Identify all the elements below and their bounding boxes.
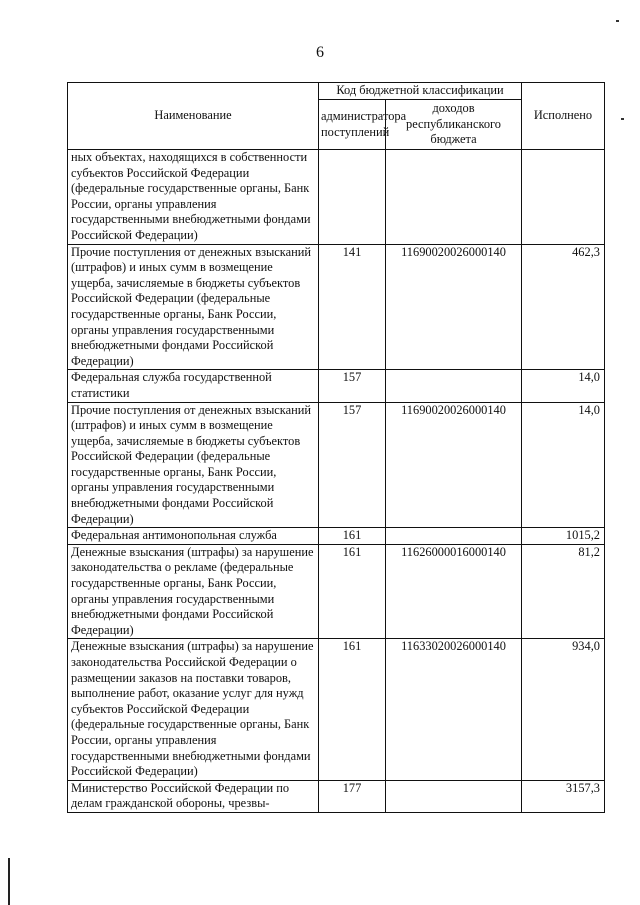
header-code-group: Код бюджетной классификации — [319, 83, 522, 100]
row-admin-code: 157 — [319, 370, 386, 402]
table-row — [68, 780, 605, 812]
row-name: Денежные взыскания (штрафы) за нарушение законодательства Российской Федерации о размещении заказов на поставки товаров, выполнение работ, оказание услуг для нужд субъектов Российской Федерации (федеральные государственные органы, Банк России, органы управления государственными внебюджетными фондами Российской Федерации) — [68, 639, 319, 780]
row-admin-code: 161 — [319, 544, 386, 639]
row-value: 462,3 — [522, 244, 605, 370]
row-income-code: 11633020026000140 — [386, 639, 522, 780]
budget-table — [67, 82, 605, 813]
page-number: 6 — [316, 44, 324, 61]
header-admin: администратора поступлений — [319, 100, 386, 150]
row-admin-code — [319, 150, 386, 245]
row-value: 1015,2 — [522, 528, 605, 545]
row-name: Денежные взыскания (штрафы) за нарушение законодательства о рекламе (федеральные государственные органы, Банк России, органы управления государственными внебюджетными фондами Российской Федерации) — [68, 544, 319, 639]
table-row — [68, 370, 605, 402]
row-name: Федеральная служба государственной статистики — [68, 370, 319, 402]
row-name: ных объектах, находящихся в собственности субъектов Российской Федерации (федеральные государственные органы, Банк России, органы управления государственными внебюджетными фондами Российской Федерации) — [68, 150, 319, 245]
row-income-code — [386, 528, 522, 545]
row-name: Прочие поступления от денежных взысканий (штрафов) и иных сумм в возмещение ущерба, зачисляемые в бюджеты субъектов Российской Федерации (федеральные государственные органы, Банк России, органы управления государственными внебюджетными фондами Российской Федерации) — [68, 402, 319, 528]
row-income-code: 11690020026000140 — [386, 402, 522, 528]
row-income-code: 11626000016000140 — [386, 544, 522, 639]
budget-table-wrapper — [67, 82, 604, 813]
row-income-code — [386, 780, 522, 812]
row-admin-code: 161 — [319, 639, 386, 780]
row-admin-code: 157 — [319, 402, 386, 528]
row-value — [522, 150, 605, 245]
table-row — [68, 402, 605, 528]
row-income-code — [386, 150, 522, 245]
row-value: 934,0 — [522, 639, 605, 780]
row-value: 81,2 — [522, 544, 605, 639]
binding-line — [8, 858, 10, 905]
row-admin-code: 161 — [319, 528, 386, 545]
row-value: 14,0 — [522, 370, 605, 402]
table-row — [68, 244, 605, 370]
row-income-code: 11690020026000140 — [386, 244, 522, 370]
header-income: доходов республиканского бюджета — [386, 100, 522, 150]
row-name: Федеральная антимонопольная служба — [68, 528, 319, 545]
row-value: 14,0 — [522, 402, 605, 528]
corner-mark-top — [616, 20, 619, 22]
table-row — [68, 639, 605, 780]
row-admin-code: 177 — [319, 780, 386, 812]
corner-mark-side — [621, 118, 624, 120]
table-row — [68, 528, 605, 545]
table-row — [68, 544, 605, 639]
row-admin-code: 141 — [319, 244, 386, 370]
header-name: Наименование — [68, 83, 319, 150]
row-name: Министерство Российской Федерации по делам гражданской обороны, чрезвы- — [68, 780, 319, 812]
row-value: 3157,3 — [522, 780, 605, 812]
row-name: Прочие поступления от денежных взысканий (штрафов) и иных сумм в возмещение ущерба, зачисляемые в бюджеты субъектов Российской Федерации (федеральные государственные органы, Банк России, органы управления государственными внебюджетными фондами Российской Федерации) — [68, 244, 319, 370]
table-row — [68, 150, 605, 245]
row-income-code — [386, 370, 522, 402]
header-value: Исполнено — [522, 83, 605, 150]
